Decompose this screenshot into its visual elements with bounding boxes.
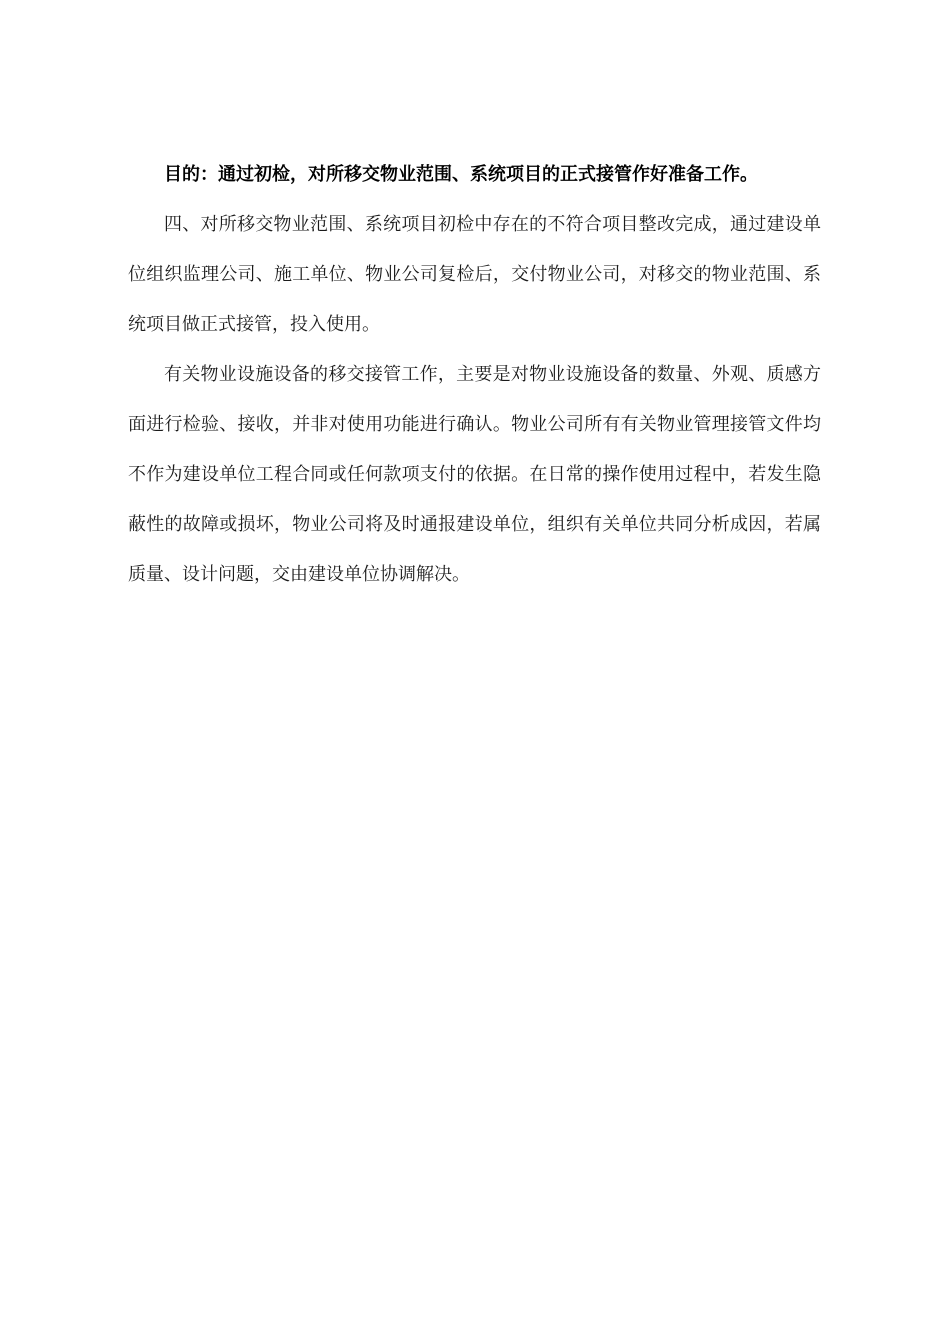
purpose-paragraph: 目的：通过初检，对所移交物业范围、系统项目的正式接管作好准备工作。 <box>164 164 758 185</box>
handover-note-paragraph: 有关物业设施设备的移交接管工作，主要是对物业设施设备的数量、外观、质感方面进行检验、接收，并非对使用功能进行确认。物业公司所有有关物业管理接管文件均不作为建设单位工程合同或任何款项支付的依据。在日常的操作使用过程中，若发生隐蔽性的故障或损坏，物业公司将及时通报建设单位，组织有关单位共同分析成因，若属质量、设计问题，交由建设单位协调解决。 <box>128 364 821 585</box>
section-four-paragraph: 四、对所移交物业范围、系统项目初检中存在的不符合项目整改完成，通过建设单位组织监理公司、施工单位、物业公司复检后，交付物业公司，对移交的物业范围、系统项目做正式接管，投入使用。 <box>128 214 821 335</box>
document-body <box>128 150 821 600</box>
